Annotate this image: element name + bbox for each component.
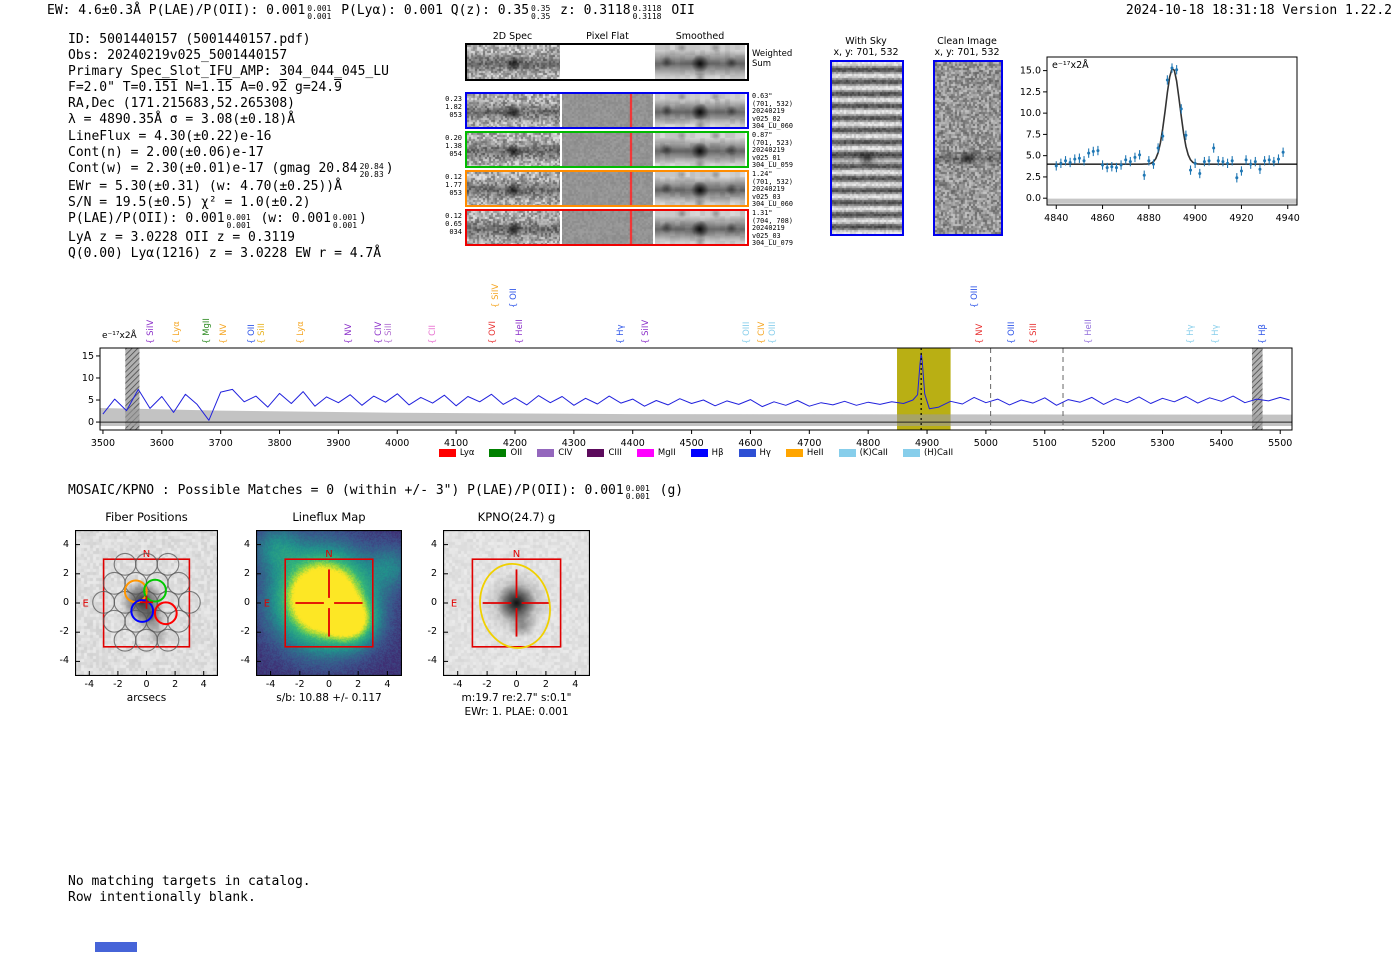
line-marker: { CIV [373, 321, 384, 344]
line-marker: { SiIV [640, 319, 651, 344]
svg-text:4800: 4800 [856, 438, 881, 449]
footer-note-line: Row intentionally blank. [68, 889, 256, 905]
line-marker: { SiII [1029, 323, 1040, 344]
row-pixelflat-image [562, 172, 653, 205]
legend-label: Hβ [711, 448, 724, 458]
row-smoothed-image [655, 211, 745, 244]
svg-text:15: 15 [81, 350, 94, 362]
legend-label: CIII [608, 448, 622, 458]
svg-text:N: N [325, 549, 333, 561]
line-marker: { NV [219, 323, 230, 344]
cutout-ytick: -2 [240, 626, 250, 638]
row-weight-labels: 0.23 1.82 053 [445, 95, 462, 119]
spec2d-row [465, 131, 749, 168]
stacked-limits: 0.3118 0.3118 [632, 4, 662, 22]
row-smoothed-image [655, 172, 745, 205]
with-sky-title: With Sky x, y: 701, 532 [833, 36, 899, 58]
svg-text:0.0: 0.0 [1025, 193, 1041, 205]
svg-text:E: E [450, 598, 458, 610]
svg-text:4880: 4880 [1136, 213, 1161, 224]
lineflux-map-overlay [256, 530, 402, 676]
summary-header-line: EW: 4.6±0.3Å P(LAE)/P(OII): 0.001 0.001 0.001 P(Lyα): 0.001 Q(z): 0.35 0.35 0.35 z: 0.3118 0.3118 0.3118 OII [47, 3, 695, 22]
legend-swatch [587, 449, 604, 457]
cutout-ytick: 0 [62, 597, 69, 608]
cutout-xtick: 0 [325, 679, 333, 690]
svg-text:3700: 3700 [208, 438, 233, 449]
info-line: λ = 4890.35Å σ = 3.08(±0.18)Å [68, 112, 295, 128]
info-line: Cont(n) = 2.00(±0.06)e-17 [68, 144, 264, 160]
kpno-xlabel2: EWr: 1. PLAE: 0.001 [464, 706, 569, 718]
line-marker: { Lyα [295, 321, 306, 344]
line-marker: { OIII [1006, 321, 1017, 344]
line-marker: { OIII [970, 285, 981, 308]
legend-item [637, 448, 676, 458]
timestamp-version: 2024-10-18 18:31:18 Version 1.22.2 [1125, 3, 1392, 18]
line-marker: { HeII [514, 319, 525, 344]
svg-text:5500: 5500 [1268, 438, 1293, 449]
legend-item [739, 448, 771, 458]
column-header-pixelflat: Pixel Flat [586, 31, 629, 42]
svg-text:4500: 4500 [679, 438, 704, 449]
svg-text:3800: 3800 [267, 438, 292, 449]
with-sky-image [830, 60, 904, 236]
main-spectrum-plot [60, 335, 1340, 457]
stacked-limits: 20.84 20.83 [359, 162, 384, 180]
legend-item [691, 448, 724, 458]
line-marker: { OII [247, 324, 258, 344]
svg-text:12.5: 12.5 [1019, 86, 1041, 98]
svg-text:5100: 5100 [1032, 438, 1057, 449]
cutout-ytick: 2 [430, 567, 437, 579]
legend-item [439, 448, 475, 458]
svg-text:N: N [512, 549, 521, 561]
stacked-limits: 0.35 0.35 [531, 4, 551, 22]
svg-text:3900: 3900 [326, 438, 351, 449]
svg-text:N: N [142, 549, 151, 561]
cutout-ytick: -4 [240, 655, 250, 667]
legend-swatch [537, 449, 554, 457]
stacked-limits: 0.001 0.001 [307, 4, 332, 22]
legend-label: HeII [806, 448, 824, 458]
catalog-match-line: MOSAIC/KPNO : Possible Matches = 0 (within +/- 3") P(LAE)/P(OII): 0.001 0.001 0.001 (g) [68, 483, 684, 502]
info-line: RA,Dec (171.215683,52.265308) [68, 96, 295, 112]
stacked-limits: 0.001 0.001 [332, 212, 358, 230]
info-line: LyA z = 3.0228 OII z = 0.3119 [68, 229, 295, 245]
cutout-ytick: -2 [427, 626, 437, 638]
legend-swatch [903, 449, 920, 457]
cutout-xtick: -2 [295, 679, 305, 690]
row-fiber-labels: 0.63" (701, 532) 20240219 v025_02 304_LU_060 [752, 92, 793, 130]
info-line: P(LAE)/P(OII): 0.001 0.001 0.001 (w: 0.001 0.001 0.001 ) [68, 211, 367, 230]
info-line: LineFlux = 4.30(±0.22)e-16 [68, 128, 272, 144]
kpno-title: KPNO(24.7) g [477, 510, 556, 524]
svg-text:E: E [263, 598, 271, 610]
lineflux-map-title: Lineflux Map [292, 510, 366, 524]
cutout-xtick: -4 [452, 679, 463, 690]
weighted-smoothed-image [655, 45, 745, 79]
clean-image [933, 60, 1003, 236]
emission-line-zoom-plot [997, 42, 1317, 242]
legend-swatch [439, 449, 456, 457]
cutout-ytick: 0 [243, 597, 250, 608]
svg-text:4300: 4300 [561, 438, 586, 449]
fiber-positions-overlay [75, 530, 218, 676]
svg-text:5300: 5300 [1150, 438, 1175, 449]
line-marker: { NV [344, 323, 355, 344]
legend-item [839, 448, 888, 458]
info-line: EWr = 5.30(±0.31) (w: 4.70(±0.25))Å [68, 179, 342, 195]
line-marker: { Hβ [1257, 324, 1268, 344]
svg-text:4100: 4100 [444, 438, 469, 449]
row-weight-labels: 0.12 0.65 034 [445, 212, 462, 236]
cutout-ytick: 2 [62, 567, 69, 579]
line-marker: { OIII [767, 321, 778, 344]
info-line: F=2.0" T=0.151 N=1.15 A=0.92 g=24.9 [68, 80, 342, 96]
legend-label: (K)CaII [859, 448, 888, 458]
cutout-xtick: 4 [200, 679, 207, 690]
line-marker-layer [60, 258, 1340, 346]
row-fiber-labels: 1.31" (704, 708) 20240219 v025_03 304_LU_079 [752, 209, 793, 247]
spec2d-row [465, 209, 749, 246]
spec2d-row [465, 92, 749, 129]
row-smoothed-image [655, 94, 745, 127]
legend-swatch [739, 449, 756, 457]
cutout-ytick: -2 [59, 626, 69, 638]
cutout-ytick: -4 [427, 655, 437, 667]
cutout-xtick: 0 [143, 679, 150, 690]
svg-text:4920: 4920 [1229, 213, 1254, 224]
cutout-ytick: 4 [430, 538, 437, 550]
row-weight-labels: 0.20 1.38 054 [445, 134, 462, 158]
line-marker: { Hγ [1185, 324, 1196, 344]
cutout-ytick: 4 [62, 538, 69, 550]
svg-text:5.0: 5.0 [1025, 150, 1041, 162]
legend-swatch [637, 449, 654, 457]
cutout-ytick: 0 [430, 597, 437, 608]
svg-text:4600: 4600 [738, 438, 763, 449]
kpno-overlay [443, 530, 590, 676]
cutout-xtick: 4 [384, 679, 391, 690]
row-weight-labels: 0.12 1.77 053 [445, 173, 462, 197]
svg-text:4000: 4000 [385, 438, 410, 449]
svg-text:4700: 4700 [797, 438, 822, 449]
cutout-ytick: 2 [243, 567, 250, 579]
info-line: Primary Spec_Slot_IFU_AMP: 304_044_045_LU [68, 64, 389, 80]
legend-swatch [839, 449, 856, 457]
cutout-xtick: -2 [113, 679, 123, 690]
cutout-ytick: -4 [59, 655, 69, 667]
row-2dspec-image [467, 94, 560, 127]
stacked-limits: 0.001 0.001 [226, 212, 251, 230]
legend-label: Hγ [759, 448, 771, 458]
svg-text:5400: 5400 [1209, 438, 1234, 449]
weighted-sum-label: Weighted Sum [752, 49, 793, 69]
cutout-xtick: 2 [542, 679, 549, 690]
line-marker: { MgII [201, 318, 212, 344]
line-marker: { OIII [741, 321, 752, 344]
clean-image-title: Clean Image x, y: 701, 532 [934, 36, 1000, 58]
legend-swatch [489, 449, 506, 457]
lineflux-map-xlabel: s/b: 10.88 +/- 0.117 [276, 692, 382, 704]
svg-text:7.5: 7.5 [1025, 129, 1041, 141]
weighted-sum-row [465, 43, 749, 81]
row-pixelflat-image [562, 133, 653, 166]
legend-label: OII [510, 448, 523, 458]
svg-text:4400: 4400 [620, 438, 645, 449]
svg-text:3500: 3500 [90, 438, 116, 449]
svg-text:0: 0 [87, 417, 94, 429]
legend-item [903, 448, 953, 458]
svg-text:4900: 4900 [914, 438, 940, 449]
svg-text:10.0: 10.0 [1019, 108, 1041, 120]
row-2dspec-image [467, 133, 560, 166]
line-marker: { HeII [1083, 319, 1094, 344]
line-marker: { SiII [384, 323, 395, 344]
cutout-xtick: 2 [355, 679, 362, 690]
svg-text:10: 10 [81, 372, 94, 384]
line-marker: { Hγ [616, 324, 627, 344]
legend-label: Lyα [459, 448, 475, 458]
row-pixelflat-image [562, 211, 653, 244]
spec2d-row [465, 170, 749, 207]
line-marker: { NV [975, 323, 986, 344]
legend-swatch [691, 449, 708, 457]
svg-text:4860: 4860 [1090, 213, 1115, 224]
line-marker: { SiIV [491, 283, 502, 308]
svg-text:4840: 4840 [1044, 213, 1069, 224]
cutout-xtick: -4 [265, 679, 276, 690]
column-header-2dspec: 2D Spec [492, 31, 533, 42]
svg-text:15.0: 15.0 [1019, 65, 1041, 77]
info-line: S/N = 19.5(±0.5) χ² = 1.0(±0.2) [68, 195, 311, 211]
row-smoothed-image [655, 133, 745, 166]
line-marker: { SiII [257, 323, 268, 344]
legend-item [489, 448, 522, 458]
svg-text:5: 5 [87, 395, 94, 407]
line-marker: { CII [427, 324, 438, 344]
legend-item [587, 448, 621, 458]
main-spectrum-units-annotation: e⁻¹⁷x2Å [102, 331, 137, 341]
cutout-ytick: 4 [243, 538, 250, 550]
line-marker: { OVI [487, 321, 498, 344]
cutout-xtick: -2 [482, 679, 492, 690]
row-2dspec-image [467, 172, 560, 205]
cutout-xtick: -4 [84, 679, 95, 690]
stacked-limits: 0.001 0.001 [625, 484, 650, 502]
detection-info-block [68, 32, 394, 262]
cutout-xtick: 2 [172, 679, 179, 690]
footer-blue-bar [95, 942, 137, 952]
svg-text:5200: 5200 [1091, 438, 1116, 449]
legend-item [786, 448, 824, 458]
info-line: Q(0.00) Lyα(1216) z = 3.0228 EW r = 4.7Å [68, 245, 382, 261]
line-marker: { Lyα [171, 321, 182, 344]
column-header-smoothed: Smoothed [675, 31, 725, 42]
legend-item [537, 448, 572, 458]
row-fiber-labels: 0.87" (701, 523) 20240219 v025_01 304_LU_059 [752, 131, 793, 169]
fiber-positions-xlabel: arcsecs [126, 692, 167, 704]
row-fiber-labels: 1.24" (701, 532) 20240219 v025_03 304_LU_060 [752, 170, 793, 208]
info-line: ID: 5001440157 (5001440157.pdf) [68, 32, 311, 47]
kpno-xlabel: m:19.7 re:2.7" s:0.1" [461, 692, 572, 704]
cutout-xtick: 0 [513, 679, 520, 690]
svg-text:2.5: 2.5 [1025, 171, 1041, 183]
line-marker: { CIV [757, 321, 768, 344]
svg-text:E: E [82, 598, 89, 610]
svg-text:4200: 4200 [502, 438, 528, 449]
line-marker: { OII [508, 288, 519, 308]
footer-notes [68, 874, 311, 905]
spectrum-legend [100, 448, 1292, 458]
row-2dspec-image [467, 211, 560, 244]
row-pixelflat-image [562, 94, 653, 127]
svg-text:3600: 3600 [149, 438, 174, 449]
legend-swatch [786, 449, 803, 457]
svg-text:4900: 4900 [1183, 213, 1208, 224]
svg-text:e⁻¹⁷x2Å: e⁻¹⁷x2Å [1052, 60, 1089, 71]
footer-note-line: No matching targets in catalog. [68, 874, 311, 889]
weighted-2dspec-image [467, 45, 560, 79]
info-line: Cont(w) = 2.30(±0.01)e-17 (gmag 20.84 20.84 20.83 ) [68, 160, 394, 180]
legend-label: MgII [657, 448, 676, 458]
svg-text:4940: 4940 [1275, 213, 1300, 224]
svg-text:5000: 5000 [973, 438, 998, 449]
fiber-positions-title: Fiber Positions [105, 510, 188, 524]
legend-label: CIV [558, 448, 573, 458]
cutout-xtick: 4 [572, 679, 579, 690]
info-line: Obs: 20240219v025_5001440157 [68, 48, 288, 64]
legend-label: (H)CaII [923, 448, 954, 458]
line-marker: { Hγ [1210, 324, 1221, 344]
line-marker: { SiIV [146, 319, 157, 344]
